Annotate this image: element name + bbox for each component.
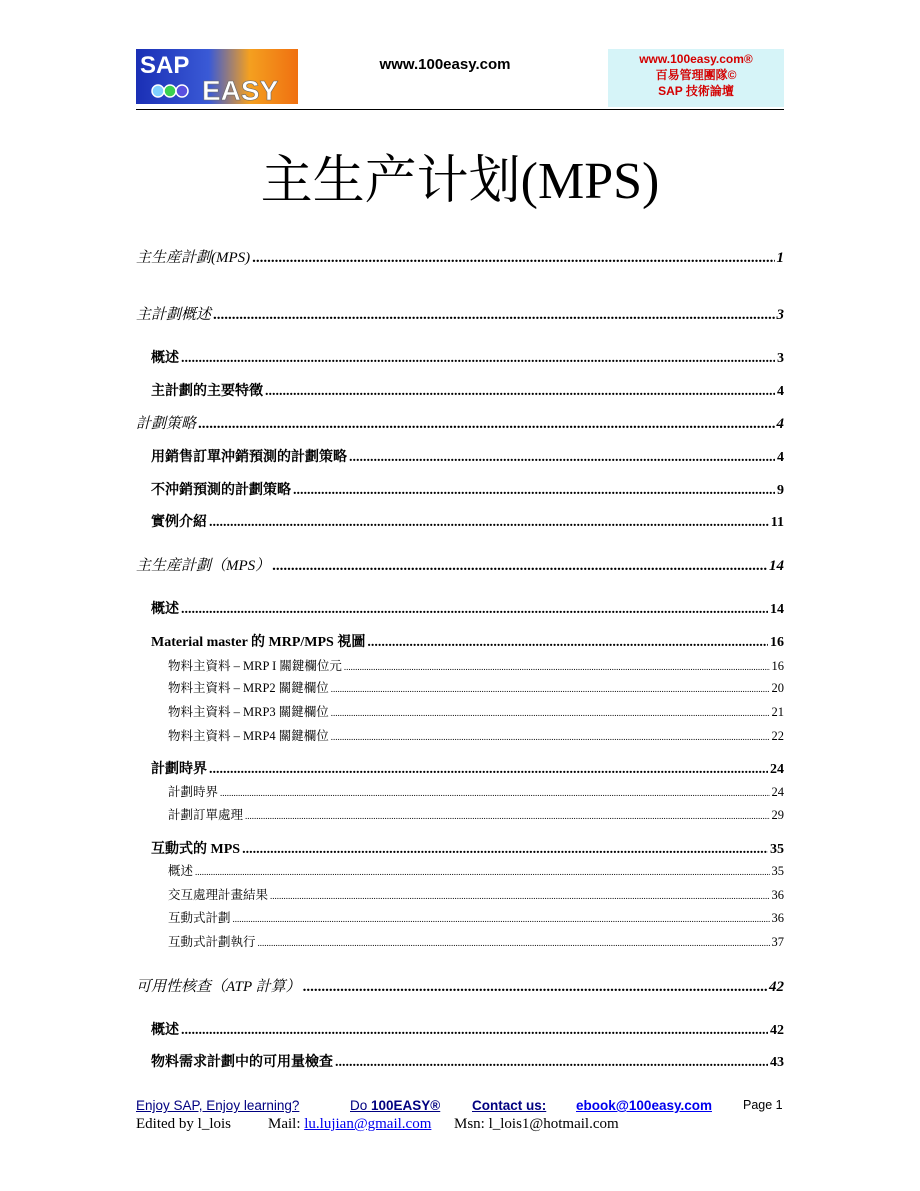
site-url: www.100easy.com — [379, 56, 511, 73]
toc-entry[interactable] — [151, 479, 784, 499]
footer-msn: Msn: l_lois1@hotmail.com — [454, 1116, 619, 1132]
toc-entry-label: 交互處理計畫結果 — [168, 888, 269, 902]
toc-leader-dots — [209, 515, 769, 531]
toc-entry[interactable] — [151, 1019, 784, 1039]
toc-entry[interactable] — [136, 975, 784, 996]
svg-text:EASY: EASY — [202, 75, 279, 104]
toc-entry-label: 主生産計劃(MPS) — [136, 250, 251, 266]
toc-entry[interactable] — [168, 885, 784, 903]
toc-entry-page: 36 — [771, 911, 784, 925]
toc-entry-page: 22 — [771, 729, 784, 743]
toc-leader-dots — [293, 483, 775, 499]
footer-do-brand: 100EASY® — [371, 1098, 441, 1113]
toc-leader-dots — [195, 867, 769, 877]
toc-entry-label: 計劃時界 — [151, 762, 207, 777]
toc-entry[interactable] — [168, 805, 784, 823]
toc-entry-label: 概述 — [151, 602, 179, 617]
toc-entry[interactable] — [168, 678, 784, 696]
toc-entry-page: 3 — [776, 307, 784, 323]
toc-entry-page: 43 — [770, 1055, 784, 1070]
toc-leader-dots — [349, 450, 775, 466]
toc-entry-page: 37 — [771, 935, 784, 949]
document-title: 主生产计划(MPS) — [260, 153, 660, 210]
footer-editor: Edited by l_lois — [136, 1116, 231, 1132]
sap-easy-logo — [136, 49, 298, 104]
toc-entry[interactable] — [151, 380, 784, 400]
toc-entry[interactable] — [168, 861, 784, 879]
toc-leader-dots — [252, 250, 774, 267]
toc-leader-dots — [270, 891, 769, 901]
toc-entry[interactable] — [151, 598, 784, 618]
toc-leader-dots — [344, 662, 770, 672]
toc-leader-dots — [331, 708, 770, 718]
toc-leader-dots — [331, 732, 770, 742]
toc-entry-label: 用銷售訂單沖銷預測的計劃策略 — [151, 450, 347, 465]
toc-entry-label: 可用性核查（ATP 計算） — [136, 979, 301, 995]
footer-email-link[interactable]: ebook@100easy.com — [576, 1098, 712, 1113]
toc-entry[interactable] — [151, 446, 784, 466]
toc-entry[interactable] — [136, 554, 784, 575]
toc-entry[interactable] — [168, 932, 784, 950]
toc-entry[interactable] — [136, 303, 784, 324]
toc-leader-dots — [265, 384, 775, 400]
toc-entry-label: 主生産計劃（MPS） — [136, 558, 271, 574]
toc-entry-page: 42 — [769, 979, 784, 995]
toc-entry-page: 42 — [770, 1023, 784, 1038]
toc-entry[interactable] — [151, 1051, 784, 1071]
toc-leader-dots — [209, 762, 768, 778]
toc-entry-page: 14 — [769, 558, 784, 574]
toc-entry-label: 互動式計劃執行 — [168, 935, 256, 949]
footer-links — [136, 1098, 784, 1116]
toc-entry[interactable] — [168, 908, 784, 926]
toc-entry[interactable] — [151, 758, 784, 778]
toc-entry-label: 概述 — [168, 864, 194, 878]
toc-entry-page: 29 — [771, 808, 784, 822]
brand-line: SAP 技術論壇 — [658, 84, 734, 98]
toc-entry[interactable] — [151, 631, 784, 651]
footer-mail — [268, 1116, 431, 1133]
toc-leader-dots — [331, 684, 770, 694]
footer-do-prefix: Do — [350, 1098, 372, 1113]
toc-entry-page: 20 — [771, 681, 784, 695]
toc-entry-page: 35 — [771, 864, 784, 878]
header-divider — [136, 109, 784, 110]
toc-leader-dots — [367, 635, 768, 651]
toc-leader-dots — [242, 842, 768, 858]
toc-entry-label: 主計劃的主要特徵 — [151, 384, 263, 399]
toc-entry[interactable] — [168, 782, 784, 800]
toc-entry-label: 物料主資料 – MRP4 關鍵欄位 — [168, 729, 329, 743]
footer-mail-link[interactable]: lu.lujian@gmail.com — [304, 1116, 432, 1132]
toc-leader-dots — [181, 1023, 768, 1039]
toc-entry-label: 概述 — [151, 351, 179, 366]
svg-text:SAP: SAP — [140, 52, 190, 79]
toc-entry-page: 11 — [770, 515, 784, 530]
toc-entry[interactable] — [168, 726, 784, 744]
toc-entry[interactable] — [168, 702, 784, 720]
toc-entry-label: 物料主資料 – MRP2 關鍵欄位 — [168, 681, 329, 695]
toc-leader-dots — [181, 351, 775, 367]
toc-entry-page: 16 — [771, 659, 784, 673]
toc-entry-label: 不沖銷預測的計劃策略 — [151, 483, 291, 498]
footer-do-link[interactable] — [350, 1098, 440, 1113]
toc-entry-page: 21 — [771, 705, 784, 719]
toc-entry[interactable] — [151, 838, 784, 858]
brand-line: 百易管理團隊© — [655, 68, 737, 82]
toc-entry-page: 3 — [777, 351, 784, 366]
toc-entry-label: 物料主資料 – MRP I 關鍵欄位元 — [168, 659, 342, 673]
toc-leader-dots — [245, 811, 769, 821]
page-number: Page 1 — [743, 1098, 783, 1112]
toc-entry-label: 主計劃概述 — [136, 307, 212, 323]
footer-contact-label: Contact us: — [472, 1098, 547, 1113]
toc-leader-dots — [335, 1055, 768, 1071]
toc-entry-page: 14 — [770, 602, 784, 617]
toc-entry-label: 物料需求計劃中的可用量檢查 — [151, 1055, 333, 1070]
toc-entry-label: 概述 — [151, 1023, 179, 1038]
toc-entry-page: 1 — [776, 250, 784, 266]
toc-entry[interactable] — [136, 246, 784, 267]
toc-entry[interactable] — [151, 347, 784, 367]
toc-entry-page: 35 — [770, 842, 784, 857]
toc-entry-label: 計劃策略 — [136, 416, 197, 432]
toc-leader-dots — [220, 788, 769, 798]
toc-entry-page: 36 — [771, 888, 784, 902]
toc-entry-page: 16 — [770, 635, 784, 650]
toc-entry-page: 4 — [776, 416, 784, 432]
toc-entry-label: 物料主資料 – MRP3 關鍵欄位 — [168, 705, 329, 719]
toc-entry-label: 互動式計劃 — [168, 911, 231, 925]
toc-entry[interactable] — [151, 511, 784, 531]
toc-leader-dots — [213, 307, 774, 324]
toc-entry-label: 計劃時界 — [168, 785, 219, 799]
brand-line: www.100easy.com® — [639, 52, 753, 66]
toc-entry-label: 實例介紹 — [151, 515, 207, 530]
toc-leader-dots — [233, 914, 770, 924]
toc-leader-dots — [198, 416, 774, 433]
toc-entry-page: 24 — [770, 762, 784, 777]
toc-entry-label: 計劃訂單處理 — [168, 808, 244, 822]
toc-entry-page: 24 — [771, 785, 784, 799]
toc-leader-dots — [181, 602, 768, 618]
toc-entry-page: 4 — [777, 450, 784, 465]
toc-leader-dots — [303, 979, 767, 996]
toc-entry-label: Material master 的 MRP/MPS 視圖 — [151, 635, 366, 650]
toc-entry-page: 9 — [777, 483, 784, 498]
toc-leader-dots — [272, 558, 767, 575]
toc-entry-label: 互動式的 MPS — [151, 842, 241, 857]
toc-entry[interactable] — [136, 412, 784, 433]
brand-box — [608, 49, 784, 107]
toc-leader-dots — [258, 938, 770, 948]
footer-mail-label: Mail: — [268, 1116, 305, 1132]
footer-enjoy-link[interactable]: Enjoy SAP, Enjoy learning? — [136, 1098, 300, 1113]
toc-entry[interactable] — [168, 656, 784, 674]
toc-entry-page: 4 — [777, 384, 784, 399]
